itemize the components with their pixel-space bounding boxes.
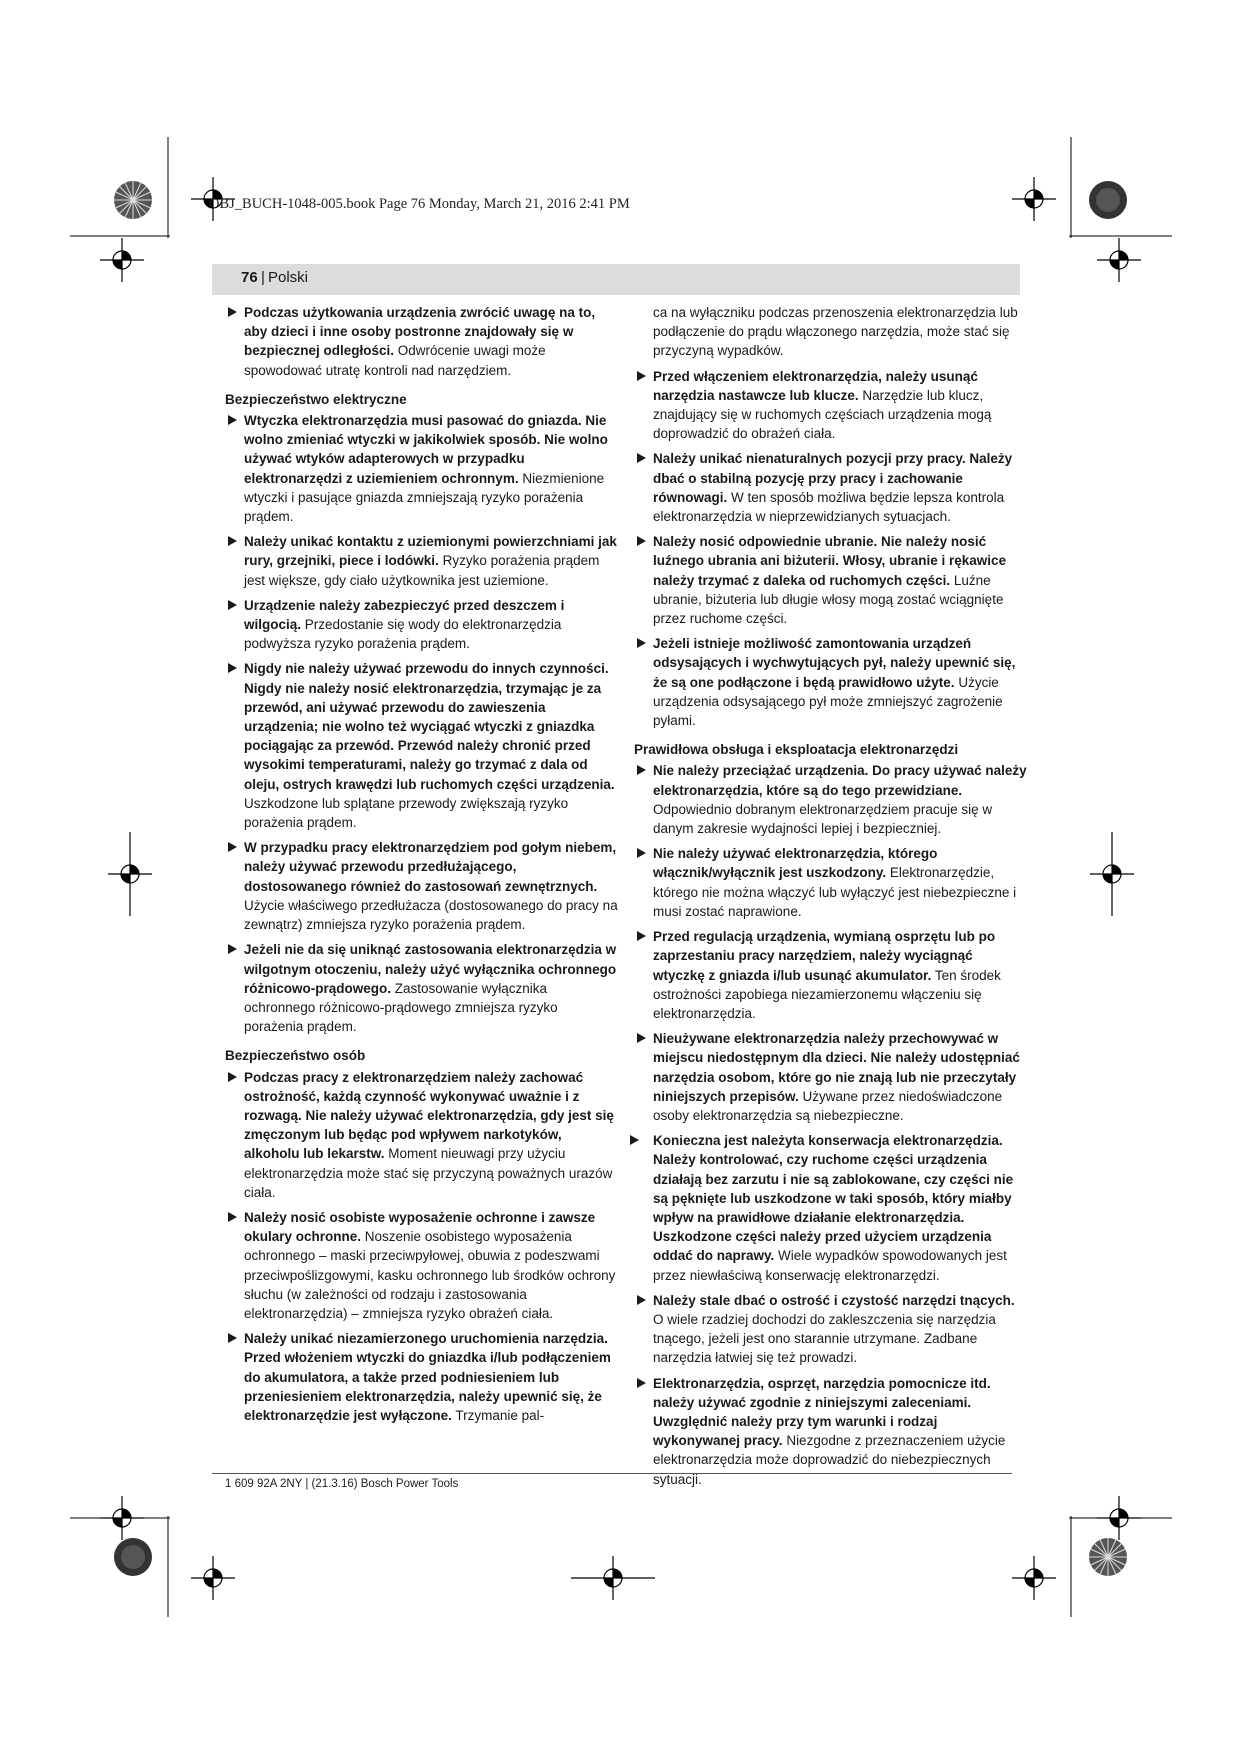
bullet-triangle-icon [637, 1378, 646, 1388]
instruction-bold: Należy unikać nienaturalnych pozycji przy pracy. Należy dbać o stabilną pozycję przy pracy i zachowanie równowagi. [653, 451, 1013, 505]
instruction-bold: Podczas użytkowania urządzenia zwrócić uwagę na to, aby dzieci i inne osoby postronne znajdowały się w bezpiecznej odległości. [244, 305, 596, 359]
instruction-text: Odwrócenie uwagi może spowodować utratę kontroli nad narzędziem. [244, 343, 546, 378]
bullet-triangle-icon [228, 536, 237, 546]
list-item [634, 1374, 1027, 1489]
list-item [225, 1329, 618, 1425]
footer-rule [212, 1473, 1012, 1474]
instruction-text: W ten sposób możliwa będzie lepsza kontrola elektronarzędzia w nieprzewidzianych sytuacjach. [653, 489, 1005, 525]
bullet-triangle-icon [637, 536, 646, 546]
calibration-star-icon [1088, 1537, 1128, 1577]
header-language: Polski [268, 269, 309, 286]
registration-target-icon [1097, 238, 1141, 282]
instruction-bold: Nieużywane elektronarzędzia należy przechowywać w miejscu niedostępnym dla dzieci. Nie należy udostępniać narzędzia osobom, które go nie znają lub nie przeczytały niniejszych przepisów. [653, 1031, 1020, 1104]
instruction-text: Ryzyko porażenia prądem jest większe, gdy ciało użytkownika jest uziemione. [244, 553, 600, 588]
list-item [225, 1068, 618, 1202]
list-item [225, 532, 618, 590]
registration-target-icon [571, 1556, 655, 1600]
instruction-text: Niezmienione wtyczki i pasujące gniazda zmniejszają ryzyko porażenia prądem. [244, 470, 605, 525]
instruction-text: Używane przez niedoświadczone osoby elektronarzędzia są niebezpieczne. [653, 1088, 1003, 1123]
instruction-bold: Urządzenie należy zabezpieczyć przed deszczem i wilgocią. [244, 597, 565, 633]
list-item [225, 838, 618, 934]
bullet-triangle-icon [637, 371, 646, 381]
bullet-triangle-icon [228, 663, 237, 673]
instruction-text: Moment nieuwagi przy użyciu elektronarzędzia może stać się przyczyną poważnych urazów ciała. [244, 1146, 613, 1200]
list-item [634, 1131, 1027, 1285]
instruction-bold: Należy stale dbać o ostrość i czystość narzędzi tnących. [653, 1292, 1015, 1308]
list-item [225, 303, 618, 380]
section-heading: Bezpieczeństwo elektryczne [225, 391, 407, 407]
bullet-triangle-icon [637, 931, 646, 941]
right-column [634, 303, 1027, 1495]
bullet-triangle-icon [637, 1295, 646, 1305]
instruction-bold: Jeżeli nie da się uniknąć zastosowania elektronarzędzia w wilgotnym otoczeniu, należy użyć wyłącznika ochronnego różnicowo-prądowego. [244, 942, 617, 996]
instruction-text: Użycie urządzenia odsysającego pył może zmniejszyć zagrożenie pyłami. [653, 674, 1003, 729]
calibration-star-icon [113, 180, 153, 220]
instruction-text: Zastosowanie wyłącznika ochronnego różnicowo-prądowego zmniejsza ryzyko porażenia prądem. [244, 980, 558, 1035]
section-heading: Bezpieczeństwo osób [225, 1048, 366, 1064]
bullet-triangle-icon [228, 1333, 237, 1343]
bullet-triangle-icon [228, 415, 237, 425]
list-item [225, 659, 618, 832]
bullet-triangle-icon [228, 944, 237, 954]
registration-target-icon [100, 1496, 144, 1540]
calibration-disc-icon [1088, 180, 1128, 220]
instruction-bold: Należy nosić osobiste wyposażenie ochronne i zawsze okulary ochronne. [244, 1209, 596, 1245]
bullet-triangle-icon [637, 638, 646, 648]
instruction-text: Odpowiednio dobranym elektronarzędziem pracuje się w danym zakresie wydajności lepiej i bezpieczniej. [653, 801, 993, 837]
instruction-text: Wiele wypadków spowodowanych jest przez niewłaściwą konserwację elektronarzędzi. [653, 1248, 1007, 1283]
instruction-text: Elektronarzędzie, którego nie można włączyć lub wyłączyć jest niebezpieczne i musi zostać naprawione. [653, 865, 1017, 919]
list-item [634, 1291, 1027, 1368]
instruction-bold: Podczas pracy z elektronarzędziem należy zachować ostrożność, każdą czynność wykonywać uważnie i z rozwagą. Nie należy używać elektronarzędzia, gdy jest się zmęczonym lub będąc pod wpływem narkotyków, alkoholu lub lekarstw. [244, 1069, 614, 1162]
instruction-text: Przedostanie się wody do elektronarzędzia podwyższa ryzyko porażenia prądem. [244, 617, 562, 652]
list-item [634, 927, 1027, 1023]
bullet-triangle-icon [228, 842, 237, 852]
instruction-bold: Jeżeli istnieje możliwość zamontowania urządzeń odsysających i wychwytujących pył, należy upewnić się, że są one podłączone i będą prawidłowo użyte. [653, 636, 1016, 690]
page-number: 76 [241, 269, 258, 286]
list-item [634, 634, 1027, 730]
page-header-bar [212, 264, 1020, 295]
instruction-text: Noszenie osobistego wyposażenia ochronnego – maski przeciwpyłowej, obuwia z podeszwami przeciwpoślizgowymi, kasku ochronnego lub środków ochrony słuchu (w zależności od rodzaju i zastosowania elektronarzędzia) – zmniejsza ryzyko obrażeń ciała. [244, 1229, 616, 1321]
header-separator: | [261, 269, 265, 286]
page-footer: 1 609 92A 2NY | (21.3.16) Bosch Power Tools [225, 1478, 459, 1490]
list-item [634, 1029, 1027, 1125]
instruction-bold: Nigdy nie należy używać przewodu do innych czynności. Nigdy nie należy nosić elektronarzędzia, trzymając je za przewód, ani używać przewodu do zawieszenia urządzenia; nie wolno też wyciągać wtyczki z gniazdka pociągając za przewód. Przewód należy chronić przed wysokimi temperaturami, należy go trzymać z dala od oleju, ostrych krawędzi lub ruchomych części urządzenia. [244, 661, 615, 792]
left-column [225, 303, 618, 1431]
bullet-triangle-icon [637, 765, 646, 775]
list-item [634, 761, 1027, 838]
list-item [225, 940, 618, 1036]
registration-target-icon [1012, 1556, 1056, 1600]
bullet-triangle-icon [637, 453, 646, 463]
instruction-text: Trzymanie pal- [451, 1407, 545, 1423]
instruction-bold: Przed regulacją urządzenia, wymianą osprzętu lub po zaprzestaniu pracy narzędziem, należy wyciągnąć wtyczkę z gniazda i/lub usunąć akumulator. [653, 929, 996, 983]
instruction-text: O wiele rzadziej dochodzi do zakleszczenia się narzędzia tnącego, jeżeli jest ono starannie utrzymane. Zadbane narzędzia łatwiej się też prowadzi. [653, 1311, 996, 1366]
instruction-text: Uszkodzone lub splątane przewody zwiększają ryzyko porażenia prądem. [244, 795, 569, 831]
registration-target-icon [191, 1556, 235, 1600]
list-item [634, 367, 1027, 444]
instruction-text: Użycie właściwego przedłużacza (dostosowanego do pracy na zewnątrz) zmniejsza ryzyko porażenia prądem. [244, 897, 618, 933]
list-item [225, 1208, 618, 1323]
calibration-disc-icon [113, 1537, 153, 1577]
registration-target-icon [108, 832, 152, 916]
instruction-bold: Nie należy przeciążać urządzenia. Do pracy używać należy elektronarzędzia, które są do tego przewidziane. [653, 763, 1027, 798]
instruction-bold: Elektronarzędzia, osprzęt, narzędzia pomocnicze itd. należy używać zgodnie z niniejszymi zaleceniami. Uwzględnić należy przy tym warunki i rodzaj wykonywanej pracy. [653, 1375, 991, 1449]
section-heading: Prawidłowa obsługa i eksploatacja elektronarzędzi [634, 742, 959, 758]
registration-target-icon [1097, 1496, 1141, 1540]
instruction-text: Ten środek ostrożności zapobiega niezamierzonemu włączeniu się elektronarzędzia. [653, 967, 1001, 1021]
bullet-triangle-icon [228, 1212, 237, 1222]
registration-target-icon [100, 238, 144, 282]
bullet-triangle-icon [637, 1033, 646, 1043]
instruction-bold: Wtyczka elektronarzędzia musi pasować do gniazda. Nie wolno zmieniać wtyczki w jakikolwiek sposób. Nie wolno używać wtyków adapterowych w przypadku elektronarzędzi z uziemieniem ochronnym. [244, 413, 608, 486]
instruction-bold: Nie należy używać elektronarzędzia, którego włącznik/wyłącznik jest uszkodzony. [653, 846, 938, 881]
instruction-text: Narzędzie lub klucz, znajdujący się w ruchomych częściach urządzenia mogą doprowadzić do obrażeń ciała. [653, 387, 992, 442]
bullet-triangle-icon [228, 1072, 237, 1082]
instruction-bold: Należy nosić odpowiednie ubranie. Nie należy nosić luźnego ubrania ani biżuterii. Włosy, ubranie i rękawice należy trzymać z daleka od ruchomych części. [653, 534, 1007, 588]
instruction-text: Luźne ubranie, biżuteria lub długie włosy mogą zostać wciągnięte przez ruchome części. [653, 572, 1004, 627]
print-slug: OBJ_BUCH-1048-005.book Page 76 Monday, March 21, 2016 2:41 PM [209, 196, 630, 212]
list-item [225, 596, 618, 654]
registration-target-icon [1012, 177, 1056, 221]
bullet-triangle-icon [228, 307, 237, 317]
bullet-triangle-icon [637, 848, 646, 858]
instruction-text: Niezgodne z przeznaczeniem użycie elektronarzędzia może doprowadzić do niebezpiecznych sytuacji. [653, 1433, 1006, 1487]
instruction-bold: Konieczna jest należyta konserwacja elektronarzędzia. Należy kontrolować, czy ruchome części urządzenia działają bez zarzutu i nie są zablokowane, czy części nie są pęknięte lub uszkodzone w taki sposób, który miałby wpływ na prawidłowe działanie elektronarzędzia. Uszkodzone części należy przed użyciem urządzenia oddać do naprawy. [653, 1133, 1014, 1264]
instruction-bold: Należy unikać kontaktu z uziemionymi powierzchniami jak rury, grzejniki, piece i lodówki. [244, 534, 617, 569]
list-item [634, 449, 1027, 526]
registration-target-icon [1090, 832, 1134, 916]
list-item [634, 844, 1027, 921]
bullet-triangle-icon [630, 1135, 639, 1145]
continued-text: ca na wyłączniku podczas przenoszenia elektronarzędzia lub podłączenie do prądu włączonego narzędzia, może stać się przyczyną wypadków. [653, 305, 1018, 359]
instruction-bold: Należy unikać niezamierzonego uruchomienia narzędzia. Przed włożeniem wtyczki do gniazdka i/lub podłączeniem do akumulatora, a także przed podniesieniem lub przeniesieniem elektronarzędzia, należy upewnić się, że elektronarzędzie jest wyłączone. [244, 1331, 611, 1423]
instruction-bold: Przed włączeniem elektronarzędzia, należy usunąć narzędzia nastawcze lub klucze. [653, 368, 978, 403]
bullet-triangle-icon [228, 600, 237, 610]
list-item [634, 532, 1027, 628]
list-item [225, 411, 618, 526]
instruction-bold: W przypadku pracy elektronarzędziem pod gołym niebem, należy używać przewodu przedłużającego, dostosowanego również do zastosowań zewnętrznych. [244, 840, 617, 894]
